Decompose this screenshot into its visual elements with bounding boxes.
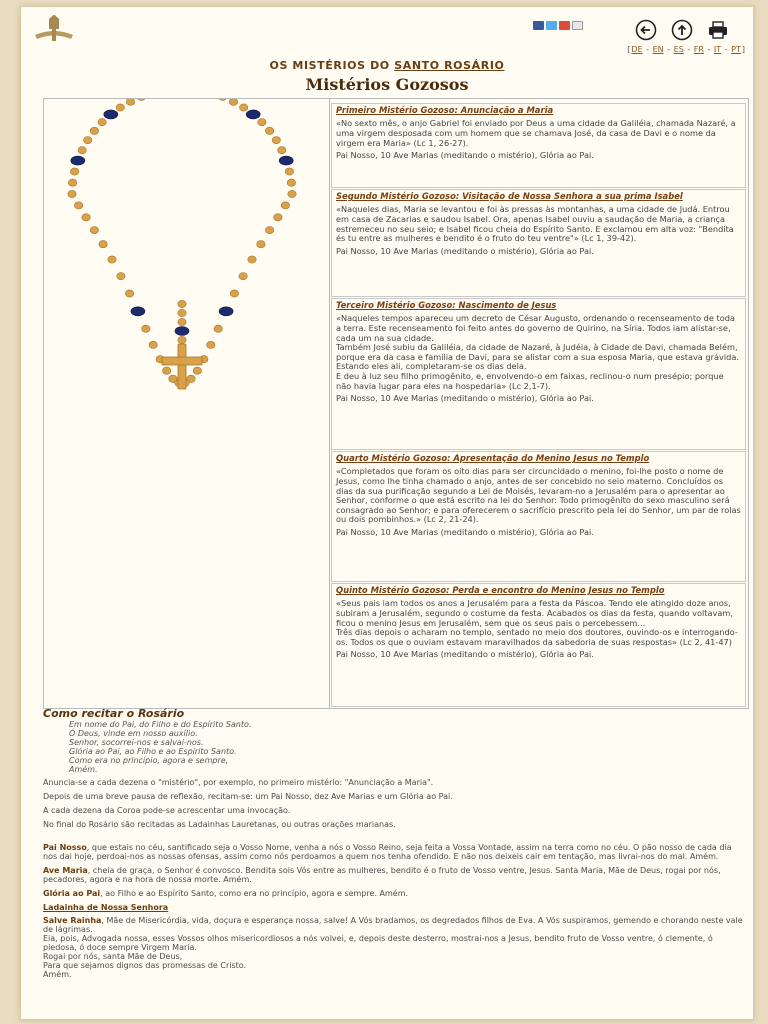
instruction-paragraph: A cada dezena da Coroa pode-se acrescentar uma invocação. — [43, 806, 291, 815]
pai-nosso-prayer — [43, 843, 743, 861]
instruction-paragraph: Anuncia-se a cada dezena o "mistério", por exemplo, no primeiro mistério: "Anunciação a Maria". — [43, 778, 434, 787]
mystery-heading: Quarto Mistério Gozoso: Apresentação do Menino Jesus no Templo — [336, 453, 650, 463]
gloria-prayer — [43, 889, 743, 898]
instruction-paragraph: No final do Rosário são recitadas as Ladainhas Lauretanas, ou outras orações marianas. — [43, 820, 396, 829]
rosary-bead — [137, 99, 145, 101]
rosary-bead — [99, 241, 107, 248]
rosary-bead — [68, 179, 76, 186]
rosary-bead — [272, 137, 280, 144]
prayer-title: Glória ao Pai — [43, 889, 101, 898]
ladainha-link[interactable]: Ladainha de Nossa Senhora — [43, 903, 169, 912]
rosary-bead — [149, 341, 157, 348]
mystery-prayer: Pai Nosso, 10 Ave Marias (meditando o mistério), Glória ao Pai. — [336, 150, 594, 161]
rosary-bead — [248, 256, 256, 263]
mystery-heading: Segundo Mistério Gozoso: Visitação de Nossa Senhora a sua prima Isabel — [336, 191, 683, 201]
lang-link-de[interactable]: DE — [631, 45, 643, 54]
lang-link-pt[interactable]: PT — [731, 45, 741, 54]
mystery-2 — [331, 189, 746, 297]
rosary-large-bead — [131, 307, 145, 316]
mystery-heading: Terceiro Mistério Gozoso: Nascimento de Jesus — [336, 300, 557, 310]
rosary-bead — [288, 190, 296, 197]
ave-maria-prayer — [43, 866, 743, 884]
mystery-text: «Naqueles tempos apareceu um decreto de César Augusto, ordenando o recenseamento de toda a terra. Este recenseamento foi feito antes do governo de Quirino, na Síria. Todos iam alistar-se, cada um na sua cidade. Também José subiu da Galiléia, da cidade de Nazaré, à Judéia, à Cidade de Davi, chamada Belém, porque era da casa e família de Davi, para se alistar com a sua esposa Maria, que estava grávida. Estando eles ali, completaram-se os dias dela. E deu à luz seu filho primogênito, e, envolvendo-o em faixas, reclinou-o num presépio; porque não havia lugar para eles na hospedaria» (Lc 2,1-7). — [336, 313, 739, 391]
opening-line: Glória ao Pai, ao Filho e ao Espírito Santo. — [69, 747, 237, 756]
mystery-prayer: Pai Nosso, 10 Ave Marias (meditando o mistério), Glória ao Pai. — [336, 245, 594, 256]
lang-link-es[interactable]: ES — [673, 45, 684, 54]
rosary-large-bead — [104, 110, 118, 119]
back-icon[interactable] — [635, 19, 657, 41]
nav-icons — [635, 19, 729, 41]
mystery-prayer: Pai Nosso, 10 Ave Marias (meditando o mistério), Glória ao Pai. — [336, 393, 594, 404]
rosary-bead — [230, 290, 238, 297]
page-title: Mistérios Gozosos — [305, 75, 469, 94]
mysteries-table — [43, 98, 749, 709]
prayer-text: , Mãe de Misericórdia, vida, doçura e esperança nossa, salve! A Vós bradamos, os degredados filhos de Eva. A Vós suspiramos, gemendo e chorando neste vale de lágrimas. Eia, pois, Advogada nossa, esses Vossos olhos misericordiosos a nós volvei, e, depois deste desterro, mostrai-nos a Jesus, bendito fruto de Vosso ventre, ó clemente, ó piedosa, ó doce sempre Virgem Maria. Rogai por nós, santa Mãe de Deus, Para que sejamos dignos das promessas de Cristo. Amém. — [43, 916, 743, 979]
rosary-bead — [142, 325, 150, 332]
instruction-paragraph: Depois de uma breve pausa de reflexão, recitam-se: um Pai Nosso, dez Ave Marias e um Glória ao Pai. — [43, 792, 453, 801]
mystery-5 — [331, 583, 746, 707]
mystery-1 — [331, 103, 746, 188]
rosary-bead — [74, 202, 82, 209]
cross-icon — [162, 344, 202, 389]
rosary-large-bead — [279, 156, 293, 165]
rosary-bead — [78, 147, 86, 154]
rosary-bead — [90, 127, 98, 134]
rosary-bead — [84, 137, 92, 144]
rosary-large-bead — [246, 110, 260, 119]
facebook-icon[interactable] — [533, 21, 544, 30]
page-container — [20, 6, 754, 1020]
rosary-large-bead — [219, 307, 233, 316]
rosary-bead — [169, 375, 177, 382]
salve-rainha-prayer — [43, 916, 743, 979]
papal-coat-of-arms-icon — [31, 13, 77, 45]
supertitle-prefix: OS MISTÉRIOS DO — [269, 59, 395, 72]
rosary-large-bead — [71, 156, 85, 165]
section-heading: Como recitar o Rosário — [43, 707, 185, 720]
rosary-bead — [178, 336, 186, 343]
rosary-bead — [239, 273, 247, 280]
opening-line: Senhor, socorrei-nos e salvai-nos. — [69, 738, 204, 747]
prayer-text: , ao Filho e ao Espírito Santo, como era no princípio, agora e sempre. Amém. — [100, 889, 409, 898]
rosary-bead — [125, 290, 133, 297]
mystery-3 — [331, 298, 746, 450]
rosary-bead — [274, 214, 282, 221]
mystery-text: «Seus pais iam todos os anos a Jerusalém para a festa da Páscoa. Tendo ele atingido doze anos, subiram a Jerusalém, segundo o costume da festa. Acabados os dias da festa, quando voltavam, ficou o menino Jesus em Jerusalém, sem que os seus pais o percebessem... Três dias depois o acharam no templo, sentado no meio dos doutores, ouvindo-os e interrogando-os. Todos os que o ouviam estavam maravilhados da sabedoria de suas respostas» (Lc 2, 41-47) — [336, 598, 738, 647]
rosary-bead — [257, 241, 265, 248]
rosary-bead — [178, 300, 186, 307]
rosary-bead — [116, 104, 124, 111]
language-bar: [DE - EN - ES - FR - IT - PT] — [627, 45, 745, 54]
twitter-icon[interactable] — [546, 21, 557, 30]
print-icon[interactable] — [707, 19, 729, 41]
share-icons — [533, 21, 583, 30]
mystery-heading: Primeiro Mistério Gozoso: Anunciação a Maria — [336, 105, 554, 115]
opening-line: Ó Deus, vinde em nosso auxílio. — [69, 729, 198, 738]
mysteries-column — [331, 99, 748, 708]
prayer-title: Ave Maria — [43, 866, 88, 875]
mystery-4 — [331, 451, 746, 582]
prayer-title: Salve Rainha — [43, 916, 102, 925]
prayer-text: , cheia de graça, o Senhor é convosco. Bendita sois Vós entre as mulheres, bendito é o fruto de Vosso ventre, Jesus. Santa Maria, Mãe de Deus, rogai por nós, pecadores, agora e na hora de nossa morte. Amém. — [43, 866, 721, 884]
opening-line: Amém. — [69, 765, 98, 774]
rosary-bead — [214, 325, 222, 332]
top-icon[interactable] — [671, 19, 693, 41]
top-bar — [21, 7, 753, 47]
mystery-prayer: Pai Nosso, 10 Ave Marias (meditando o mistério), Glória ao Pai. — [336, 526, 594, 537]
rosary-bead — [207, 341, 215, 348]
rosary-bead — [287, 179, 295, 186]
rosary-bead — [178, 318, 186, 325]
rosary-bead — [163, 367, 171, 374]
rosary-link[interactable]: SANTO ROSÁRIO — [394, 59, 505, 72]
rosary-bead — [281, 202, 289, 209]
opening-prayers — [69, 720, 743, 774]
rosary-bead — [90, 227, 98, 234]
mystery-text: «Completados que foram os oito dias para ser circuncidado o menino, foi-lhe posto o nome de Jesus, como lhe tinha chamado o anjo, antes de ser concebido no seio materno. Concluídos os dias da sua purificação segundo a Lei de Moisés, levaram-no a Jerusalém para o apresentar ao Senhor, conforme o que está escrito na lei do Senhor: Todo primogênito do sexo masculino será consagrado ao Senhor; e para oferecerem o sacrifício prescrito pela lei do Senhor, um par de rolas ou dois pombinhos.» (Lc 2, 21-24). — [336, 466, 741, 525]
rosary-bead — [285, 168, 293, 175]
rosary-bead — [193, 367, 201, 374]
rosary-bead — [82, 214, 90, 221]
page-supertitle — [21, 59, 753, 72]
rosary-bead — [265, 227, 273, 234]
opening-line: Como era no princípio, agora e sempre, — [69, 756, 229, 765]
opening-line: Em nome do Pai, do Filho e do Espírito Santo. — [69, 720, 252, 729]
prayer-text: , que estais no céu, santificado seja o Vosso Nome, venha a nós o Vosso Reino, seja feita a Vossa Vontade, assim na terra como no céu. O pão nosso de cada dia nos dai hoje, perdoai-nos as nossas ofensas, assim como nós perdoamos a quem nos tenha ofendido. E não nos deixeis cair em tentação, mas livrai-nos do mal. Amém. — [43, 843, 732, 861]
rosary-large-bead — [175, 327, 189, 336]
mystery-prayer: Pai Nosso, 10 Ave Marias (meditando o mistério), Glória ao Pai. — [336, 649, 594, 660]
rosary-bead — [229, 99, 237, 105]
mystery-text: «Naqueles dias, Maria se levantou e foi às pressas às montanhas, a uma cidade de Judá. Entrou em casa de Zacarias e saudou Isabel. Ora, apenas Isabel ouviu a saudação de Maria, a criança estremeceu no seu seio; e Isabel ficou cheia do Espírito Santo. E exclamou em alta voz: "Bendita és tu entre as mulheres e bendito é o fruto do teu ventre"» (Lc 1, 39-42). — [336, 204, 734, 244]
google-plus-icon[interactable] — [559, 21, 570, 30]
rosary-bead — [98, 119, 106, 126]
mystery-heading: Quinto Mistério Gozoso: Perda e encontro do Menino Jesus no Templo — [336, 585, 665, 595]
email-icon[interactable] — [572, 21, 583, 30]
rosary-bead — [278, 147, 286, 154]
rosary-bead — [240, 104, 248, 111]
rosary-bead — [178, 309, 186, 316]
lang-link-en[interactable]: EN — [652, 45, 664, 54]
lang-link-it[interactable]: IT — [713, 45, 722, 54]
mystery-text: «No sexto mês, o anjo Gabriel foi enviado por Deus a uma cidade da Galiléia, chamada Nazaré, a uma virgem desposada com um homem que se chamava José, da casa de Davi e o nome da virgem era Maria» (Lc 1, 26-27). — [336, 118, 736, 148]
rosary-image-cell — [44, 99, 330, 708]
rosary-bead — [258, 119, 266, 126]
rosary-bead — [265, 127, 273, 134]
prayer-title: Pai Nosso — [43, 843, 87, 852]
how-to-pray-section — [43, 709, 743, 984]
lang-link-fr[interactable]: FR — [693, 45, 704, 54]
rosary-bead — [219, 99, 227, 101]
rosary-image — [44, 99, 329, 708]
rosary-bead — [117, 273, 125, 280]
rosary-bead — [126, 99, 134, 105]
rosary-bead — [108, 256, 116, 263]
rosary-bead — [68, 190, 76, 197]
rosary-bead — [70, 168, 78, 175]
